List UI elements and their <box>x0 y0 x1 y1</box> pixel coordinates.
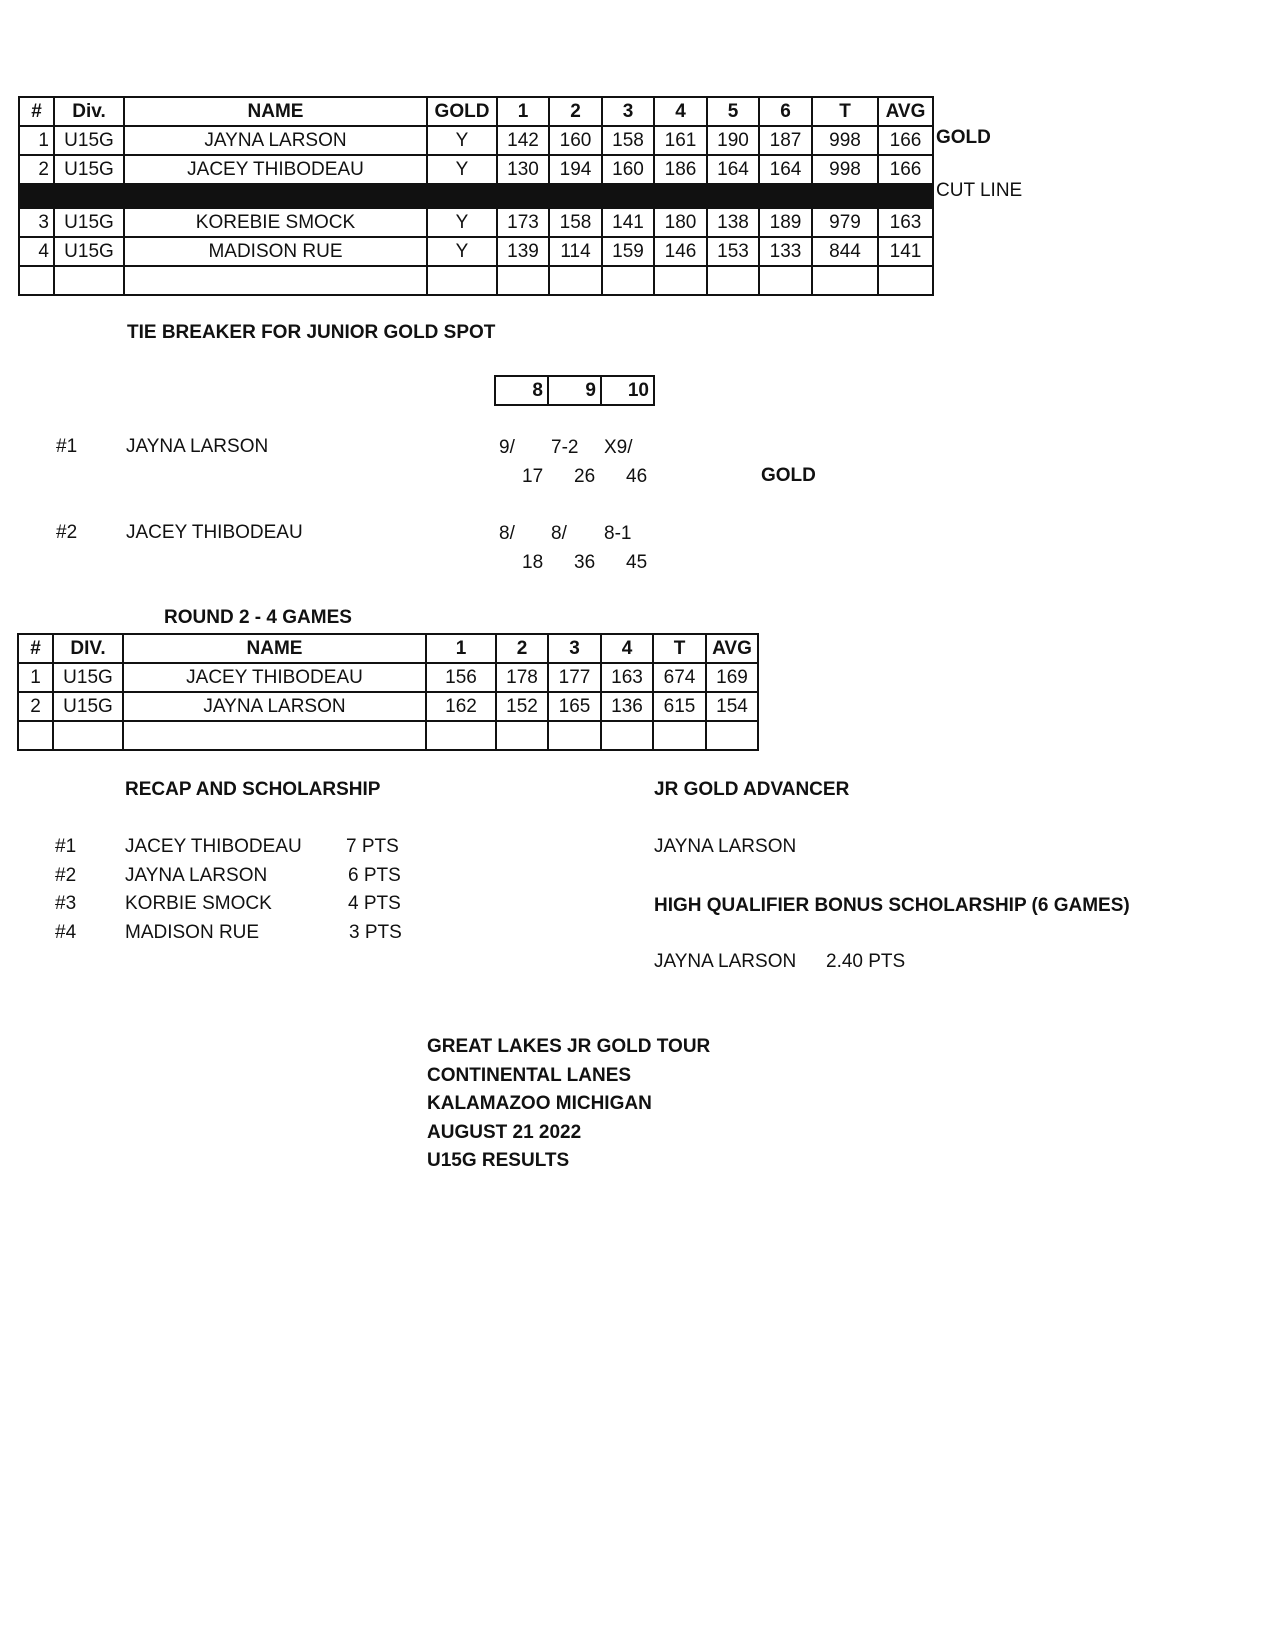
div-cell: U15G <box>54 155 124 184</box>
avg-cell: 166 <box>878 126 933 155</box>
frame-score: 45 <box>626 552 648 573</box>
header-cell: 6 <box>759 97 812 126</box>
gold-cell: Y <box>427 208 497 237</box>
name-cell: MADISON RUE <box>124 237 427 266</box>
event-line: AUGUST 21 2022 <box>427 1122 582 1143</box>
gold-cell: Y <box>427 126 497 155</box>
recap-name: JAYNA LARSON <box>125 865 268 886</box>
header-cell: 1 <box>497 97 549 126</box>
header-cell: NAME <box>124 97 427 126</box>
frame-header: 10 <box>601 376 654 405</box>
name-cell: JAYNA LARSON <box>123 692 426 721</box>
gold-cell: Y <box>427 155 497 184</box>
frame-score: 18 <box>522 552 544 573</box>
game-cell: 142 <box>497 126 549 155</box>
rank-cell: 1 <box>18 663 53 692</box>
empty-row <box>19 266 933 295</box>
event-line: KALAMAZOO MICHIGAN <box>427 1093 652 1114</box>
avg-cell: 154 <box>706 692 758 721</box>
frame-score: 26 <box>574 466 596 487</box>
recap-title: RECAP AND SCHOLARSHIP <box>125 779 381 800</box>
game-cell: 187 <box>759 126 812 155</box>
game-cell: 141 <box>602 208 654 237</box>
empty-row <box>18 721 758 750</box>
div-cell: U15G <box>53 663 123 692</box>
game-cell: 178 <box>496 663 548 692</box>
gold-cell: Y <box>427 237 497 266</box>
recap-name: KORBIE SMOCK <box>125 893 272 914</box>
bonus-pts: 2.40 PTS <box>826 951 906 972</box>
table-row <box>19 237 933 266</box>
game-cell: 136 <box>601 692 653 721</box>
game-cell: 153 <box>707 237 759 266</box>
avg-cell: 169 <box>706 663 758 692</box>
header-cell: T <box>653 634 706 663</box>
tie-result: GOLD <box>761 465 816 486</box>
div-cell: U15G <box>54 237 124 266</box>
advancer-name: JAYNA LARSON <box>654 836 797 857</box>
cut-line-fill <box>19 184 933 208</box>
entry-rank: #2 <box>56 522 78 543</box>
div-cell: U15G <box>54 126 124 155</box>
game-cell: 164 <box>707 155 759 184</box>
bonus-name: JAYNA LARSON <box>654 951 797 972</box>
table-row <box>19 126 933 155</box>
game-cell: 130 <box>497 155 549 184</box>
avg-cell: 141 <box>878 237 933 266</box>
avg-cell: 166 <box>878 155 933 184</box>
header-cell: GOLD <box>427 97 497 126</box>
recap-rank: #3 <box>55 893 77 914</box>
header-cell: DIV. <box>53 634 123 663</box>
header-cell: 2 <box>549 97 602 126</box>
game-cell: 177 <box>548 663 601 692</box>
recap-rank: #2 <box>55 865 77 886</box>
game-cell: 194 <box>549 155 602 184</box>
game-cell: 160 <box>549 126 602 155</box>
table-row <box>18 663 758 692</box>
header-cell: T <box>812 97 878 126</box>
game-cell: 186 <box>654 155 707 184</box>
qualifying-table <box>18 96 934 296</box>
header-cell: 5 <box>707 97 759 126</box>
header-cell: Div. <box>54 97 124 126</box>
recap-rank: #1 <box>55 836 77 857</box>
table-row <box>19 208 933 237</box>
bonus-title: HIGH QUALIFIER BONUS SCHOLARSHIP (6 GAMES) <box>654 895 1130 916</box>
header-cell: 1 <box>426 634 496 663</box>
game-cell: 146 <box>654 237 707 266</box>
tie-breaker-title: TIE BREAKER FOR JUNIOR GOLD SPOT <box>127 322 496 343</box>
cut-line-bar <box>19 184 933 208</box>
table-row <box>18 692 758 721</box>
game-cell: 189 <box>759 208 812 237</box>
header-cell: 4 <box>601 634 653 663</box>
header-cell: # <box>19 97 54 126</box>
header-cell: AVG <box>706 634 758 663</box>
cut-line-label: CUT LINE <box>936 180 1023 201</box>
game-cell: 161 <box>654 126 707 155</box>
game-cell: 133 <box>759 237 812 266</box>
game-cell: 158 <box>602 126 654 155</box>
game-cell: 114 <box>549 237 602 266</box>
rank-cell: 4 <box>19 237 54 266</box>
rank-cell: 2 <box>19 155 54 184</box>
game-cell: 152 <box>496 692 548 721</box>
frame-mark: X9/ <box>604 437 633 458</box>
recap-pts: 7 PTS <box>346 836 399 857</box>
table-header-row <box>19 97 933 126</box>
frame-header: 8 <box>495 376 548 405</box>
total-cell: 674 <box>653 663 706 692</box>
entry-name: JAYNA LARSON <box>126 436 269 457</box>
header-cell: 3 <box>548 634 601 663</box>
tie-breaker-frames <box>494 375 655 406</box>
entry-name: JACEY THIBODEAU <box>126 522 303 543</box>
game-cell: 173 <box>497 208 549 237</box>
header-cell: 4 <box>654 97 707 126</box>
entry-rank: #1 <box>56 436 78 457</box>
event-line: U15G RESULTS <box>427 1150 570 1171</box>
total-cell: 979 <box>812 208 878 237</box>
round2-table <box>17 633 759 751</box>
advancer-title: JR GOLD ADVANCER <box>654 779 850 800</box>
table-header-row <box>18 634 758 663</box>
total-cell: 998 <box>812 126 878 155</box>
recap-pts: 3 PTS <box>349 922 402 943</box>
frame-header: 9 <box>548 376 601 405</box>
div-cell: U15G <box>54 208 124 237</box>
div-cell: U15G <box>53 692 123 721</box>
game-cell: 180 <box>654 208 707 237</box>
header-cell: # <box>18 634 53 663</box>
recap-name: JACEY THIBODEAU <box>125 836 302 857</box>
event-line: GREAT LAKES JR GOLD TOUR <box>427 1036 711 1057</box>
rank-cell: 1 <box>19 126 54 155</box>
recap-rank: #4 <box>55 922 77 943</box>
frame-mark: 7-2 <box>551 437 579 458</box>
game-cell: 164 <box>759 155 812 184</box>
game-cell: 159 <box>602 237 654 266</box>
game-cell: 156 <box>426 663 496 692</box>
game-cell: 160 <box>602 155 654 184</box>
frame-mark: 9/ <box>499 437 515 458</box>
frame-score: 36 <box>574 552 596 573</box>
total-cell: 615 <box>653 692 706 721</box>
frame-mark: 8/ <box>551 523 567 544</box>
name-cell: KOREBIE SMOCK <box>124 208 427 237</box>
avg-cell: 163 <box>878 208 933 237</box>
frame-score: 46 <box>626 466 648 487</box>
game-cell: 139 <box>497 237 549 266</box>
game-cell: 163 <box>601 663 653 692</box>
total-cell: 998 <box>812 155 878 184</box>
game-cell: 158 <box>549 208 602 237</box>
header-cell: NAME <box>123 634 426 663</box>
table-row <box>19 155 933 184</box>
rank-cell: 2 <box>18 692 53 721</box>
game-cell: 162 <box>426 692 496 721</box>
round2-title: ROUND 2 - 4 GAMES <box>164 607 352 628</box>
header-cell: 3 <box>602 97 654 126</box>
header-cell: AVG <box>878 97 933 126</box>
frame-score: 17 <box>522 466 544 487</box>
frame-mark: 8-1 <box>604 523 632 544</box>
name-cell: JAYNA LARSON <box>124 126 427 155</box>
game-cell: 190 <box>707 126 759 155</box>
event-line: CONTINENTAL LANES <box>427 1065 632 1086</box>
game-cell: 138 <box>707 208 759 237</box>
recap-pts: 6 PTS <box>348 865 401 886</box>
header-cell: 2 <box>496 634 548 663</box>
frame-mark: 8/ <box>499 523 515 544</box>
recap-pts: 4 PTS <box>348 893 401 914</box>
name-cell: JACEY THIBODEAU <box>124 155 427 184</box>
recap-name: MADISON RUE <box>125 922 260 943</box>
game-cell: 165 <box>548 692 601 721</box>
rank-cell: 3 <box>19 208 54 237</box>
name-cell: JACEY THIBODEAU <box>123 663 426 692</box>
gold-note: GOLD <box>936 127 991 148</box>
total-cell: 844 <box>812 237 878 266</box>
